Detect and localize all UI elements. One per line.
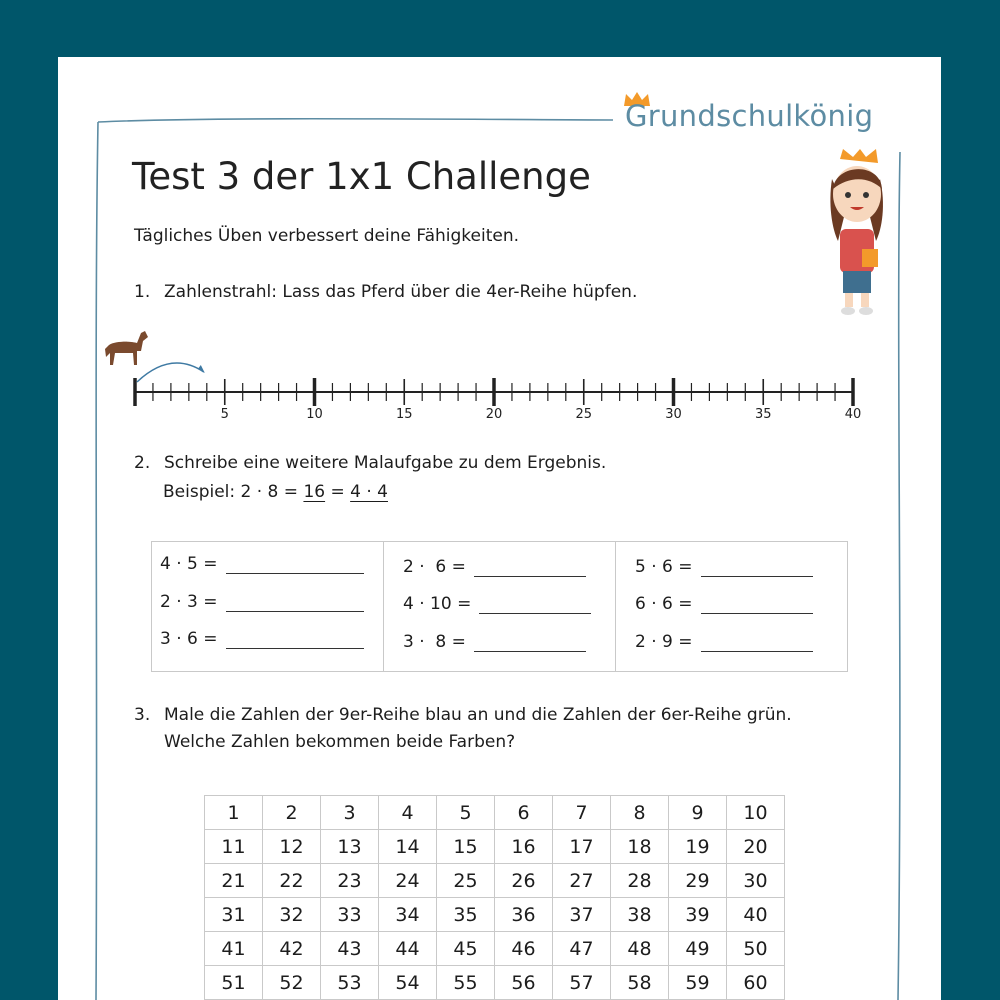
grid-row — [205, 898, 785, 932]
task-text-line-1: Male die Zahlen der 9er-Reihe blau an und die Zahlen der 6er-Reihe grün. — [164, 705, 792, 725]
grid-cell[interactable]: 33 — [321, 898, 379, 932]
grid-cell[interactable]: 58 — [611, 966, 669, 1000]
grid-cell[interactable]: 14 — [379, 830, 437, 864]
grid-row — [205, 966, 785, 1000]
grid-cell[interactable]: 27 — [553, 864, 611, 898]
grid-cell[interactable]: 6 — [495, 796, 553, 830]
grid-cell[interactable]: 55 — [437, 966, 495, 1000]
grid-cell[interactable]: 56 — [495, 966, 553, 1000]
grid-cell[interactable]: 15 — [437, 830, 495, 864]
grid-cell[interactable]: 19 — [669, 830, 727, 864]
grid-cell[interactable]: 48 — [611, 932, 669, 966]
grid-cell[interactable]: 52 — [263, 966, 321, 1000]
grid-cell[interactable]: 26 — [495, 864, 553, 898]
grid-cell[interactable]: 40 — [727, 898, 785, 932]
grid-cell[interactable]: 43 — [321, 932, 379, 966]
task-2 — [134, 450, 784, 480]
grid-cell[interactable]: 54 — [379, 966, 437, 1000]
grid-cell[interactable]: 50 — [727, 932, 785, 966]
grid-cell[interactable]: 49 — [669, 932, 727, 966]
number-line-label: 25 — [575, 407, 593, 422]
exercise-text: 4 · 10 = — [403, 594, 472, 614]
grid-row — [205, 796, 785, 830]
task-number: 1. — [134, 282, 151, 302]
grid-cell[interactable]: 51 — [205, 966, 263, 1000]
answer-blank[interactable] — [474, 637, 586, 652]
exercise-text: 2 · 9 = — [635, 632, 693, 652]
grid-cell[interactable]: 20 — [727, 830, 785, 864]
exercise-text: 3 · 6 = — [160, 629, 218, 649]
table-column — [152, 542, 384, 671]
number-line-label: 5 — [220, 407, 229, 422]
example-equals: = — [325, 482, 351, 502]
grid-cell[interactable]: 24 — [379, 864, 437, 898]
task-number: 2. — [134, 453, 151, 473]
grid-cell[interactable]: 17 — [553, 830, 611, 864]
answer-blank[interactable] — [701, 599, 813, 614]
grid-cell[interactable]: 7 — [553, 796, 611, 830]
grid-cell[interactable]: 3 — [321, 796, 379, 830]
grid-cell[interactable]: 8 — [611, 796, 669, 830]
girl-mascot-icon — [810, 149, 900, 319]
exercise-text: 2 · 3 = — [160, 592, 218, 612]
exercise-text: 3 · 8 = — [403, 632, 466, 652]
example-result: 16 — [303, 482, 326, 502]
jump-arrow-head-icon — [198, 365, 205, 373]
grid-cell[interactable]: 11 — [205, 830, 263, 864]
grid-cell[interactable]: 38 — [611, 898, 669, 932]
example-equation — [163, 482, 388, 502]
table-column — [616, 542, 847, 671]
grid-cell[interactable]: 53 — [321, 966, 379, 1000]
grid-cell[interactable]: 23 — [321, 864, 379, 898]
grid-cell[interactable]: 37 — [553, 898, 611, 932]
grid-cell[interactable]: 57 — [553, 966, 611, 1000]
grid-cell[interactable]: 31 — [205, 898, 263, 932]
task-text: Zahlenstrahl: Lass das Pferd über die 4er-Reihe hüpfen. — [164, 282, 638, 302]
grid-cell[interactable]: 16 — [495, 830, 553, 864]
number-line-label: 15 — [395, 407, 413, 422]
grid-cell[interactable]: 46 — [495, 932, 553, 966]
example-answer: 4 · 4 — [350, 482, 388, 502]
grid-cell[interactable]: 36 — [495, 898, 553, 932]
task-3 — [134, 702, 854, 762]
grid-cell[interactable]: 18 — [611, 830, 669, 864]
number-line-label: 40 — [844, 407, 862, 422]
exercise-row — [403, 594, 591, 614]
number-line — [118, 352, 878, 422]
exercise-row — [403, 557, 586, 577]
grid-row — [205, 864, 785, 898]
example-prefix: Beispiel: 2 · 8 = — [163, 482, 304, 502]
exercise-row — [160, 554, 364, 574]
page-subtitle: Tägliches Üben verbessert deine Fähigkeiten. — [134, 226, 520, 246]
exercise-row — [635, 594, 813, 614]
grid-cell[interactable]: 2 — [263, 796, 321, 830]
number-line-label: 20 — [485, 407, 503, 422]
grid-cell[interactable]: 22 — [263, 864, 321, 898]
answer-blank[interactable] — [701, 562, 813, 577]
grid-cell[interactable]: 59 — [669, 966, 727, 1000]
exercise-text: 4 · 5 = — [160, 554, 218, 574]
answer-blank[interactable] — [474, 562, 586, 577]
grid-cell[interactable]: 60 — [727, 966, 785, 1000]
grid-cell[interactable]: 25 — [437, 864, 495, 898]
grid-cell[interactable]: 35 — [437, 898, 495, 932]
number-line-label: 35 — [754, 407, 772, 422]
grid-cell[interactable]: 45 — [437, 932, 495, 966]
grid-cell[interactable]: 9 — [669, 796, 727, 830]
grid-cell[interactable]: 30 — [727, 864, 785, 898]
multiplication-table — [151, 541, 848, 672]
answer-blank[interactable] — [701, 637, 813, 652]
table-column — [384, 542, 616, 671]
grid-cell[interactable]: 42 — [263, 932, 321, 966]
grid-cell[interactable]: 10 — [727, 796, 785, 830]
answer-blank[interactable] — [226, 597, 364, 612]
task-number: 3. — [134, 705, 151, 725]
answer-blank[interactable] — [479, 599, 591, 614]
grid-cell[interactable]: 5 — [437, 796, 495, 830]
grid-cell[interactable]: 41 — [205, 932, 263, 966]
exercise-row — [635, 632, 813, 652]
exercise-text: 6 · 6 = — [635, 594, 693, 614]
exercise-row — [403, 632, 586, 652]
grid-row — [205, 932, 785, 966]
grid-cell[interactable]: 34 — [379, 898, 437, 932]
grid-cell[interactable]: 39 — [669, 898, 727, 932]
grid-cell[interactable]: 1 — [205, 796, 263, 830]
exercise-row — [160, 592, 364, 612]
grid-cell[interactable]: 32 — [263, 898, 321, 932]
grid-cell[interactable]: 13 — [321, 830, 379, 864]
grid-cell[interactable]: 12 — [263, 830, 321, 864]
jump-arrow-icon — [137, 363, 204, 382]
worksheet-page — [58, 57, 941, 1000]
grid-cell[interactable]: 21 — [205, 864, 263, 898]
exercise-text: 2 · 6 = — [403, 557, 466, 577]
grid-cell[interactable]: 29 — [669, 864, 727, 898]
task-text: Schreibe eine weitere Malaufgabe zu dem Ergebnis. — [164, 453, 607, 473]
hundred-grid — [204, 795, 785, 1000]
grid-cell[interactable]: 4 — [379, 796, 437, 830]
answer-blank[interactable] — [226, 634, 364, 649]
grid-row — [205, 830, 785, 864]
task-text-line-2: Welche Zahlen bekommen beide Farben? — [164, 732, 516, 752]
number-line-label: 10 — [306, 407, 323, 422]
answer-blank[interactable] — [226, 559, 364, 574]
grid-cell[interactable]: 28 — [611, 864, 669, 898]
exercise-text: 5 · 6 = — [635, 557, 693, 577]
exercise-row — [160, 629, 364, 649]
exercise-row — [635, 557, 813, 577]
grid-cell[interactable]: 44 — [379, 932, 437, 966]
grid-cell[interactable]: 47 — [553, 932, 611, 966]
task-1 — [134, 279, 784, 309]
page-title: Test 3 der 1x1 Challenge — [132, 155, 591, 198]
brand-logo: Grundschulkönig — [625, 99, 874, 133]
number-line-label: 30 — [665, 407, 682, 422]
